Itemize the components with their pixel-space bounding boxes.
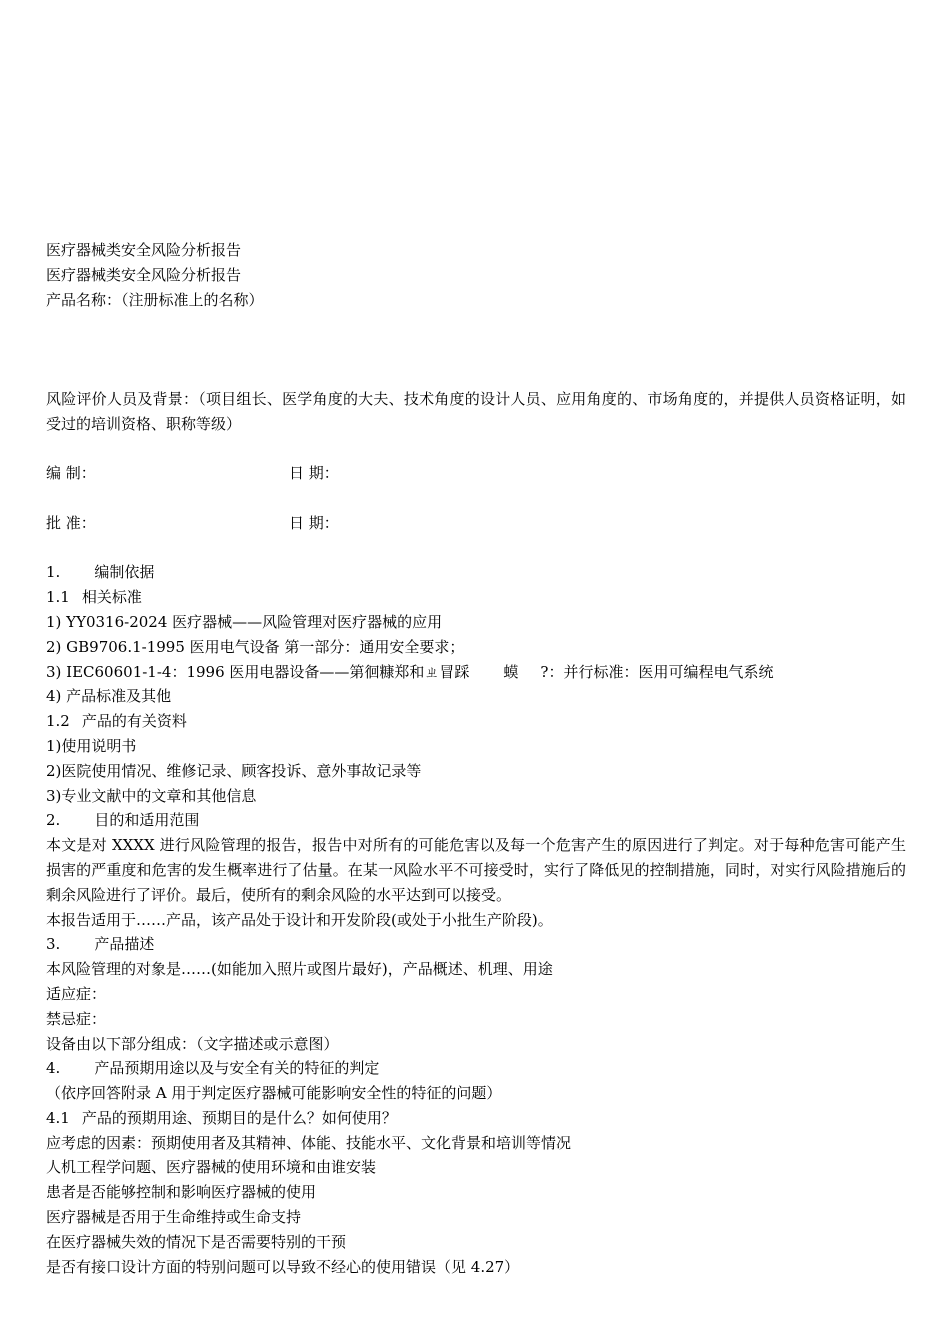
section-1-2-heading: 1.2 产品的有关资料 [46, 712, 187, 731]
section-4-line: 在医疗器械失效的情况下是否需要特别的干预 [46, 1232, 347, 1251]
doc-title: 医疗器械类安全风险分析报告 [46, 241, 242, 259]
doc-title-repeat: 医疗器械类安全风险分析报告 [46, 265, 242, 284]
standard-item: 2) GB9706.1-1995 医用电气设备 第一部分：通用安全要求； [46, 637, 465, 656]
material-item: 2)医院使用情况、维修记录、顾客投诉、意外事故记录等 [46, 761, 422, 780]
section-3-heading: 3. 产品描述 [46, 935, 155, 954]
section-3-line: 禁忌症： [46, 1009, 107, 1028]
approve-row [46, 511, 906, 536]
section-3-line: 设备由以下部分组成：（文字描述或示意图） [46, 1034, 339, 1053]
section-3-line: 适应症： [46, 984, 107, 1003]
section-4-line: 是否有接口设计方面的特别问题可以导致不经心的使用错误（见 4.27） [46, 1257, 520, 1276]
approve-label: 批 准： [46, 513, 96, 532]
section-2-heading: 2. 目的和适用范围 [46, 811, 200, 830]
section-3-line: 本风险管理的对象是……(如能加入照片或图片最好)，产品概述、机理、用途 [46, 960, 553, 979]
document-page [46, 238, 906, 1279]
approve-date-label: 日 期： [289, 513, 339, 532]
section-2-scope: 本报告适用于……产品，该产品处于设计和开发阶段(或处于小批生产阶段)。 [46, 910, 553, 929]
section-4-line: 应考虑的因素：预期使用者及其精神、体能、技能水平、文化背景和培训等情况 [46, 1133, 572, 1152]
section-4-line: 人机工程学问题、医疗器械的使用环境和由谁安装 [46, 1158, 377, 1177]
material-item: 1)使用说明书 [46, 736, 137, 755]
standard-item: 4) 产品标准及其他 [46, 687, 172, 706]
product-name-line: 产品名称：（注册标准上的名称） [46, 290, 264, 309]
section-1-1-heading: 1.1 相关标准 [46, 588, 142, 607]
section-1-heading: 1. 编制依据 [46, 563, 155, 582]
compile-row [46, 461, 906, 486]
section-4-line: 医疗器械是否用于生命维持或生命支持 [46, 1208, 302, 1227]
standard-item: 3) IEC60601-1-4：1996 医用电器设备——第徊糠郑和ㄓ冒踩 蟆 ?：并行标准：医用可编程电气系统 [46, 662, 774, 681]
section-4-1-heading: 4.1 产品的预期用途、预期目的是什么？如何使用？ [46, 1108, 397, 1127]
material-item: 3)专业文献中的文章和其他信息 [46, 786, 257, 805]
section-4-heading: 4. 产品预期用途以及与安全有关的特征的判定 [46, 1059, 380, 1078]
compile-date-label: 日 期： [289, 464, 339, 483]
compile-label: 编 制： [46, 464, 96, 483]
section-2-paragraph: 本文是对 XXXX 进行风险管理的报告，报告中对所有的可能危害以及每一个危害产生的原因进行了判定。对于每种危害可能产生损害的严重度和危害的发生概率进行了估量。在某一风险水平不可接受时，实行了降低见的控制措施，同时，对实行风险措施后的剩余风险进行了评价。最后，使所有的剩余风险的水平达到可以接受。 [46, 836, 906, 904]
section-4-line: 患者是否能够控制和影响医疗器械的使用 [46, 1183, 317, 1202]
standard-item: 1) YY0316-2024 医疗器械——风险管理对医疗器械的应用 [46, 612, 443, 631]
section-4-note: （依序回答附录 A 用于判定医疗器械可能影响安全性的特征的问题） [46, 1084, 502, 1103]
personnel-paragraph: 风险评价人员及背景：（项目组长、医学角度的大夫、技术角度的设计人员、应用角度的、市场角度的，并提供人员资格证明，如受过的培训资格、职称等级） [46, 389, 906, 433]
